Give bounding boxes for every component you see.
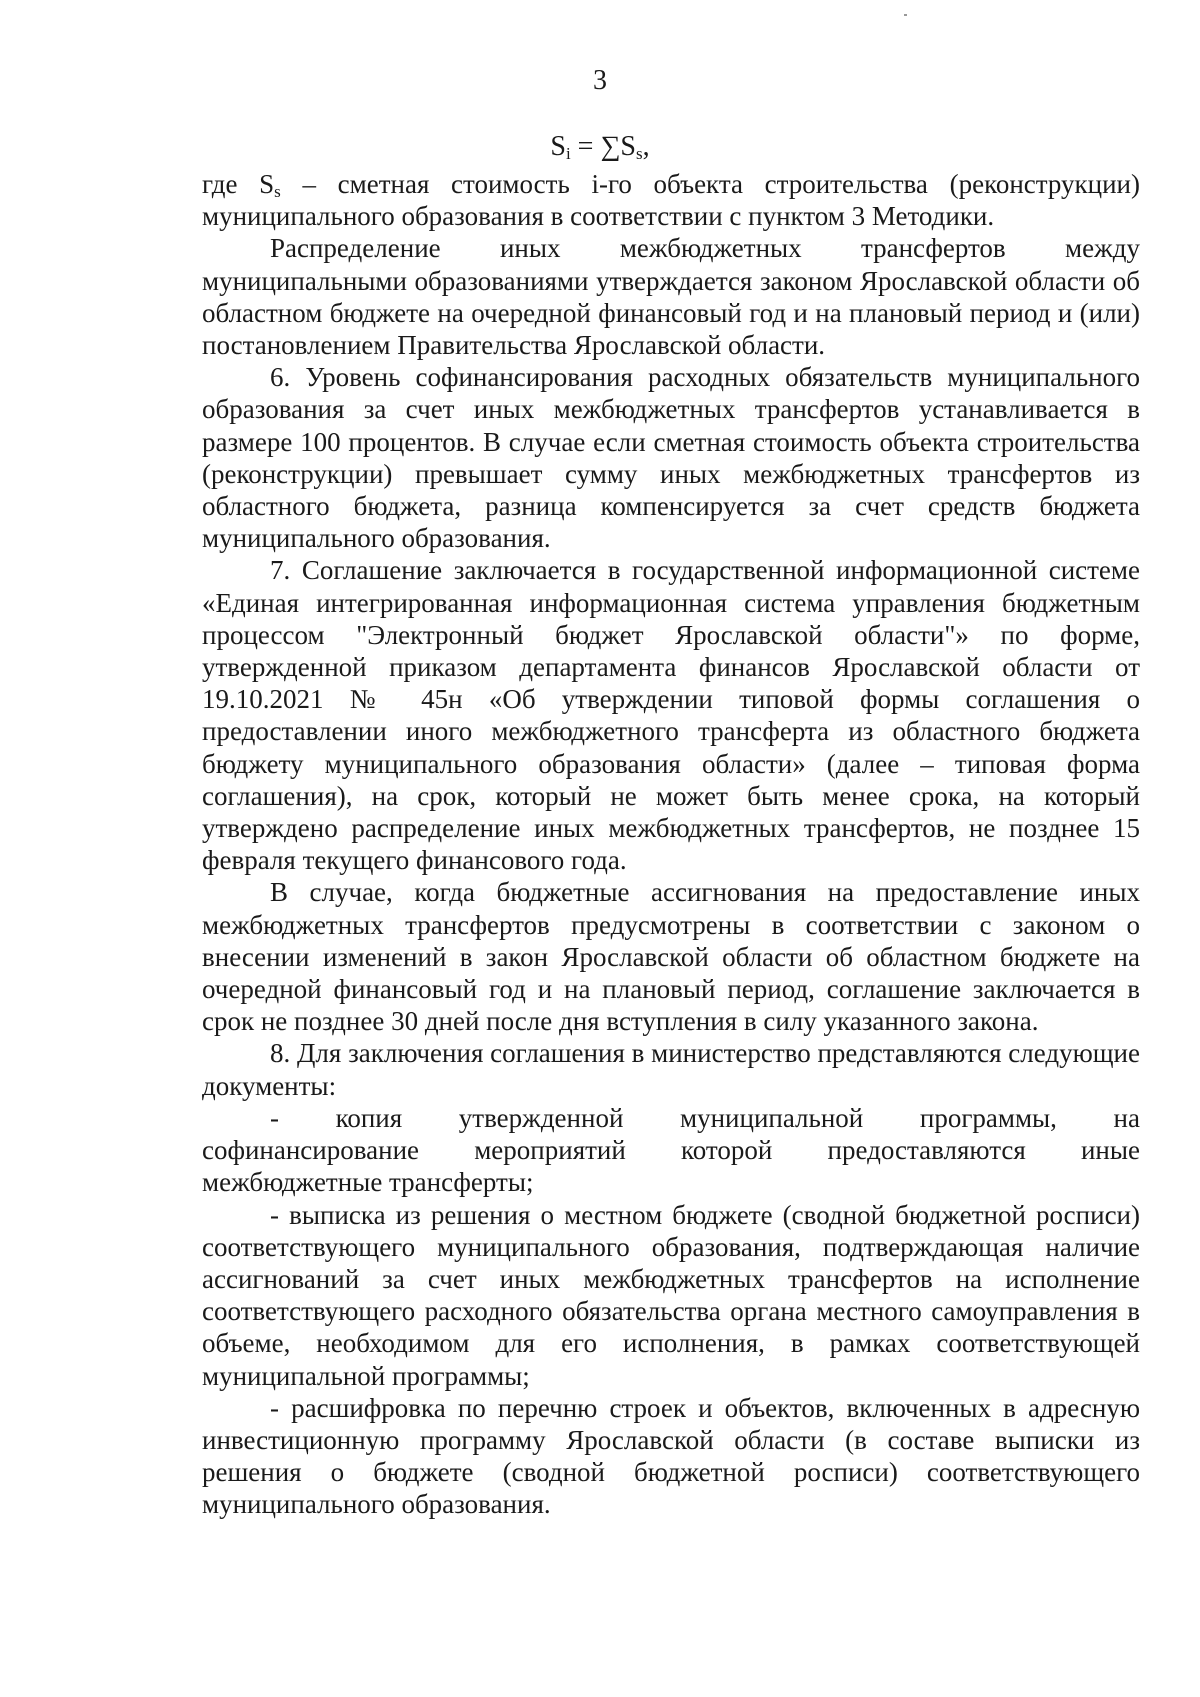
list-item-breakdown: - расшифровка по перечню строек и объектов, включенных в адресную инвестиционную программу Ярославской области (в составе выписки из решения о бюджете (сводной бюджетной росписи) соответствующего муниципального образования. [202,1392,1140,1520]
list-item-program-copy-line1: - копия утвержденной муниципальной программы, на [270,1102,1140,1133]
paragraph-distribution-line1: Распределение иных межбюджетных трансфертов между [270,233,1140,264]
paragraph-distribution: муниципальными образованиями утверждается законом Ярославской области об областном бюджете на очередной финансовый год и на плановый период и (или) постановлением Правительства Ярославской области. [202,265,1140,361]
formula-lhs-subscript: i [565,144,571,163]
definition-text-end: – сметная стоимость i-го объекта строительства (реконструкции) муниципального образования в соответствии с пунктом 3 Методики. [202,169,1140,232]
page-number: 3 [593,65,607,96]
list-item-program-copy-line2: софинансирование мероприятий которой предоставляются иные [202,1135,1140,1166]
scan-speck [904,14,907,16]
formula-suffix: , [642,131,650,162]
list-item-program-copy-line3: межбюджетные трансферты; [202,1167,534,1198]
document-body [202,168,1140,1521]
paragraph-item-8: 8. Для заключения соглашения в министерство представляются следующие документы: [202,1038,1140,1101]
formula [0,130,1200,164]
paragraph-formula-definition [202,168,1140,232]
paragraph-item-6: 6. Уровень софинансирования расходных обязательств муниципального образования за счет иных межбюджетных трансфертов устанавливается в размере 100 процентов. В случае если сметная стоимость объекта строительства (реконструкции) превышает сумму иных межбюджетных трансфертов из областного бюджета, разница компенсируется за счет средств бюджета муниципального образования. [202,362,1140,554]
formula-lhs: S [550,131,566,162]
paragraph-deadline: В случае, когда бюджетные ассигнования на предоставление иных межбюджетных трансфертов предусмотрены в соответствии с законом о внесении изменений в закон Ярославской области об областном бюджете на очередной финансовый год и на плановый период, соглашение заключается в срок не позднее 30 дней после дня вступления в силу указанного закона. [202,877,1140,1037]
list-item-budget-extract: - выписка из решения о местном бюджете (сводной бюджетной росписи) соответствующего муниципального образования, подтверждающая наличие ассигнований за счет иных межбюджетных трансфертов на исполнение соответствующего расходного обязательства органа местного самоуправления в объеме, необходимом для его исполнения, в рамках соответствующей муниципальной программы; [202,1199,1140,1391]
formula-operator: = ∑S [570,131,636,162]
formula-rhs-subscript: s [636,144,643,163]
definition-subscript: s [274,182,281,201]
paragraph-item-7: 7. Соглашение заключается в государственной информационной системе «Единая интегрированная информационная система управления бюджетным процессом "Электронный бюджет Ярославской области"» по форме, утвержденной приказом департамента финансов Ярославской области от 19.10.2021 № 45н «Об утверждении типовой формы соглашения о предоставлении иного межбюджетного трансферта из областного бюджета бюджету муниципального образования области» (далее – типовая форма соглашения), на срок, который не может быть менее срока, на который утверждено распределение иных межбюджетных трансфертов, не позднее 15 февраля текущего финансового года. [202,555,1140,876]
definition-text-start: где S [202,169,275,199]
